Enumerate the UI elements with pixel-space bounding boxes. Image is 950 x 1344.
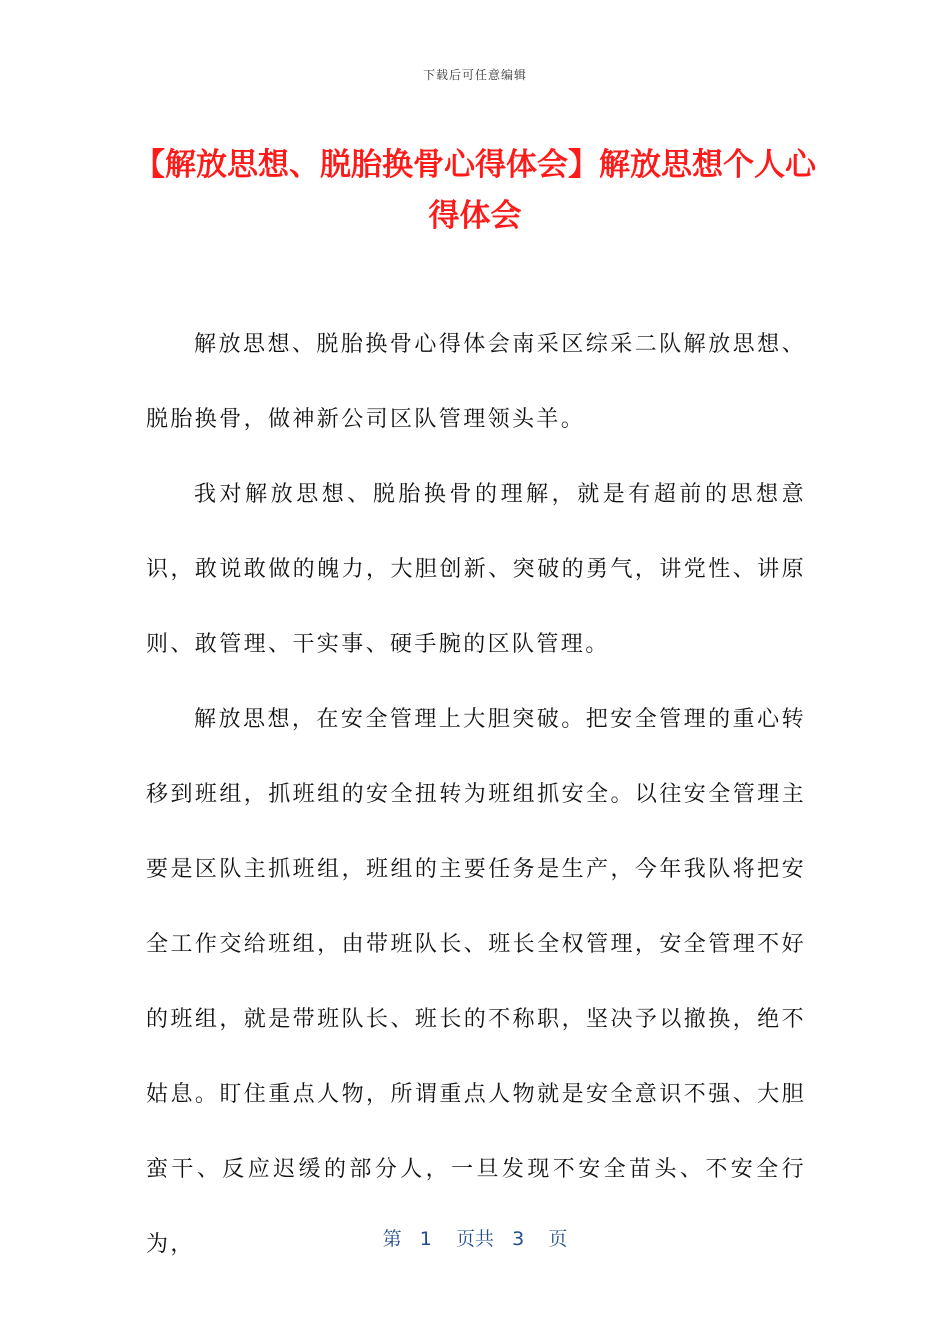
document-title: 【解放思想、脱胎换骨心得体会】解放思想个人心得体会: [134, 147, 816, 234]
paragraph: 解放思想，在安全管理上大胆突破。把安全管理的重心转移到班组，抓班组的安全扭转为班组抓安全。以往安全管理主要是区队主抓班组，班组的主要任务是生产，今年我队将把安全工作交给班组，由带班队长、班长全权管理，安全管理不好的班组，就是带班队长、班长的不称职，坚决予以撤换，绝不姑息。盯住重点人物，所谓重点人物就是安全意识不强、大胆蛮干、反应迟缓的部分人，一旦发现不安全苗头、不安全行为，: [146, 707, 806, 1257]
page-header-note: 下载后可任意编辑: [422, 68, 527, 82]
paragraph: 我对解放思想、脱胎换骨的理解，就是有超前的思想意识，敢说敢做的魄力，大胆创新、突破的勇气，讲党性、讲原则、敢管理、干实事、硬手腕的区队管理。: [146, 482, 806, 657]
paragraph: 解放思想、脱胎换骨心得体会南采区综采二队解放思想、脱胎换骨，做神新公司区队管理领头羊。: [146, 332, 806, 432]
page-footer: [0, 1224, 950, 1251]
footer-suffix: 页: [548, 1228, 568, 1250]
footer-total-pages: 3: [512, 1228, 525, 1250]
document-body: [146, 307, 806, 1282]
footer-current-page: 1: [419, 1228, 432, 1250]
footer-middle: 页共: [455, 1228, 494, 1250]
footer-prefix: 第: [382, 1228, 402, 1250]
